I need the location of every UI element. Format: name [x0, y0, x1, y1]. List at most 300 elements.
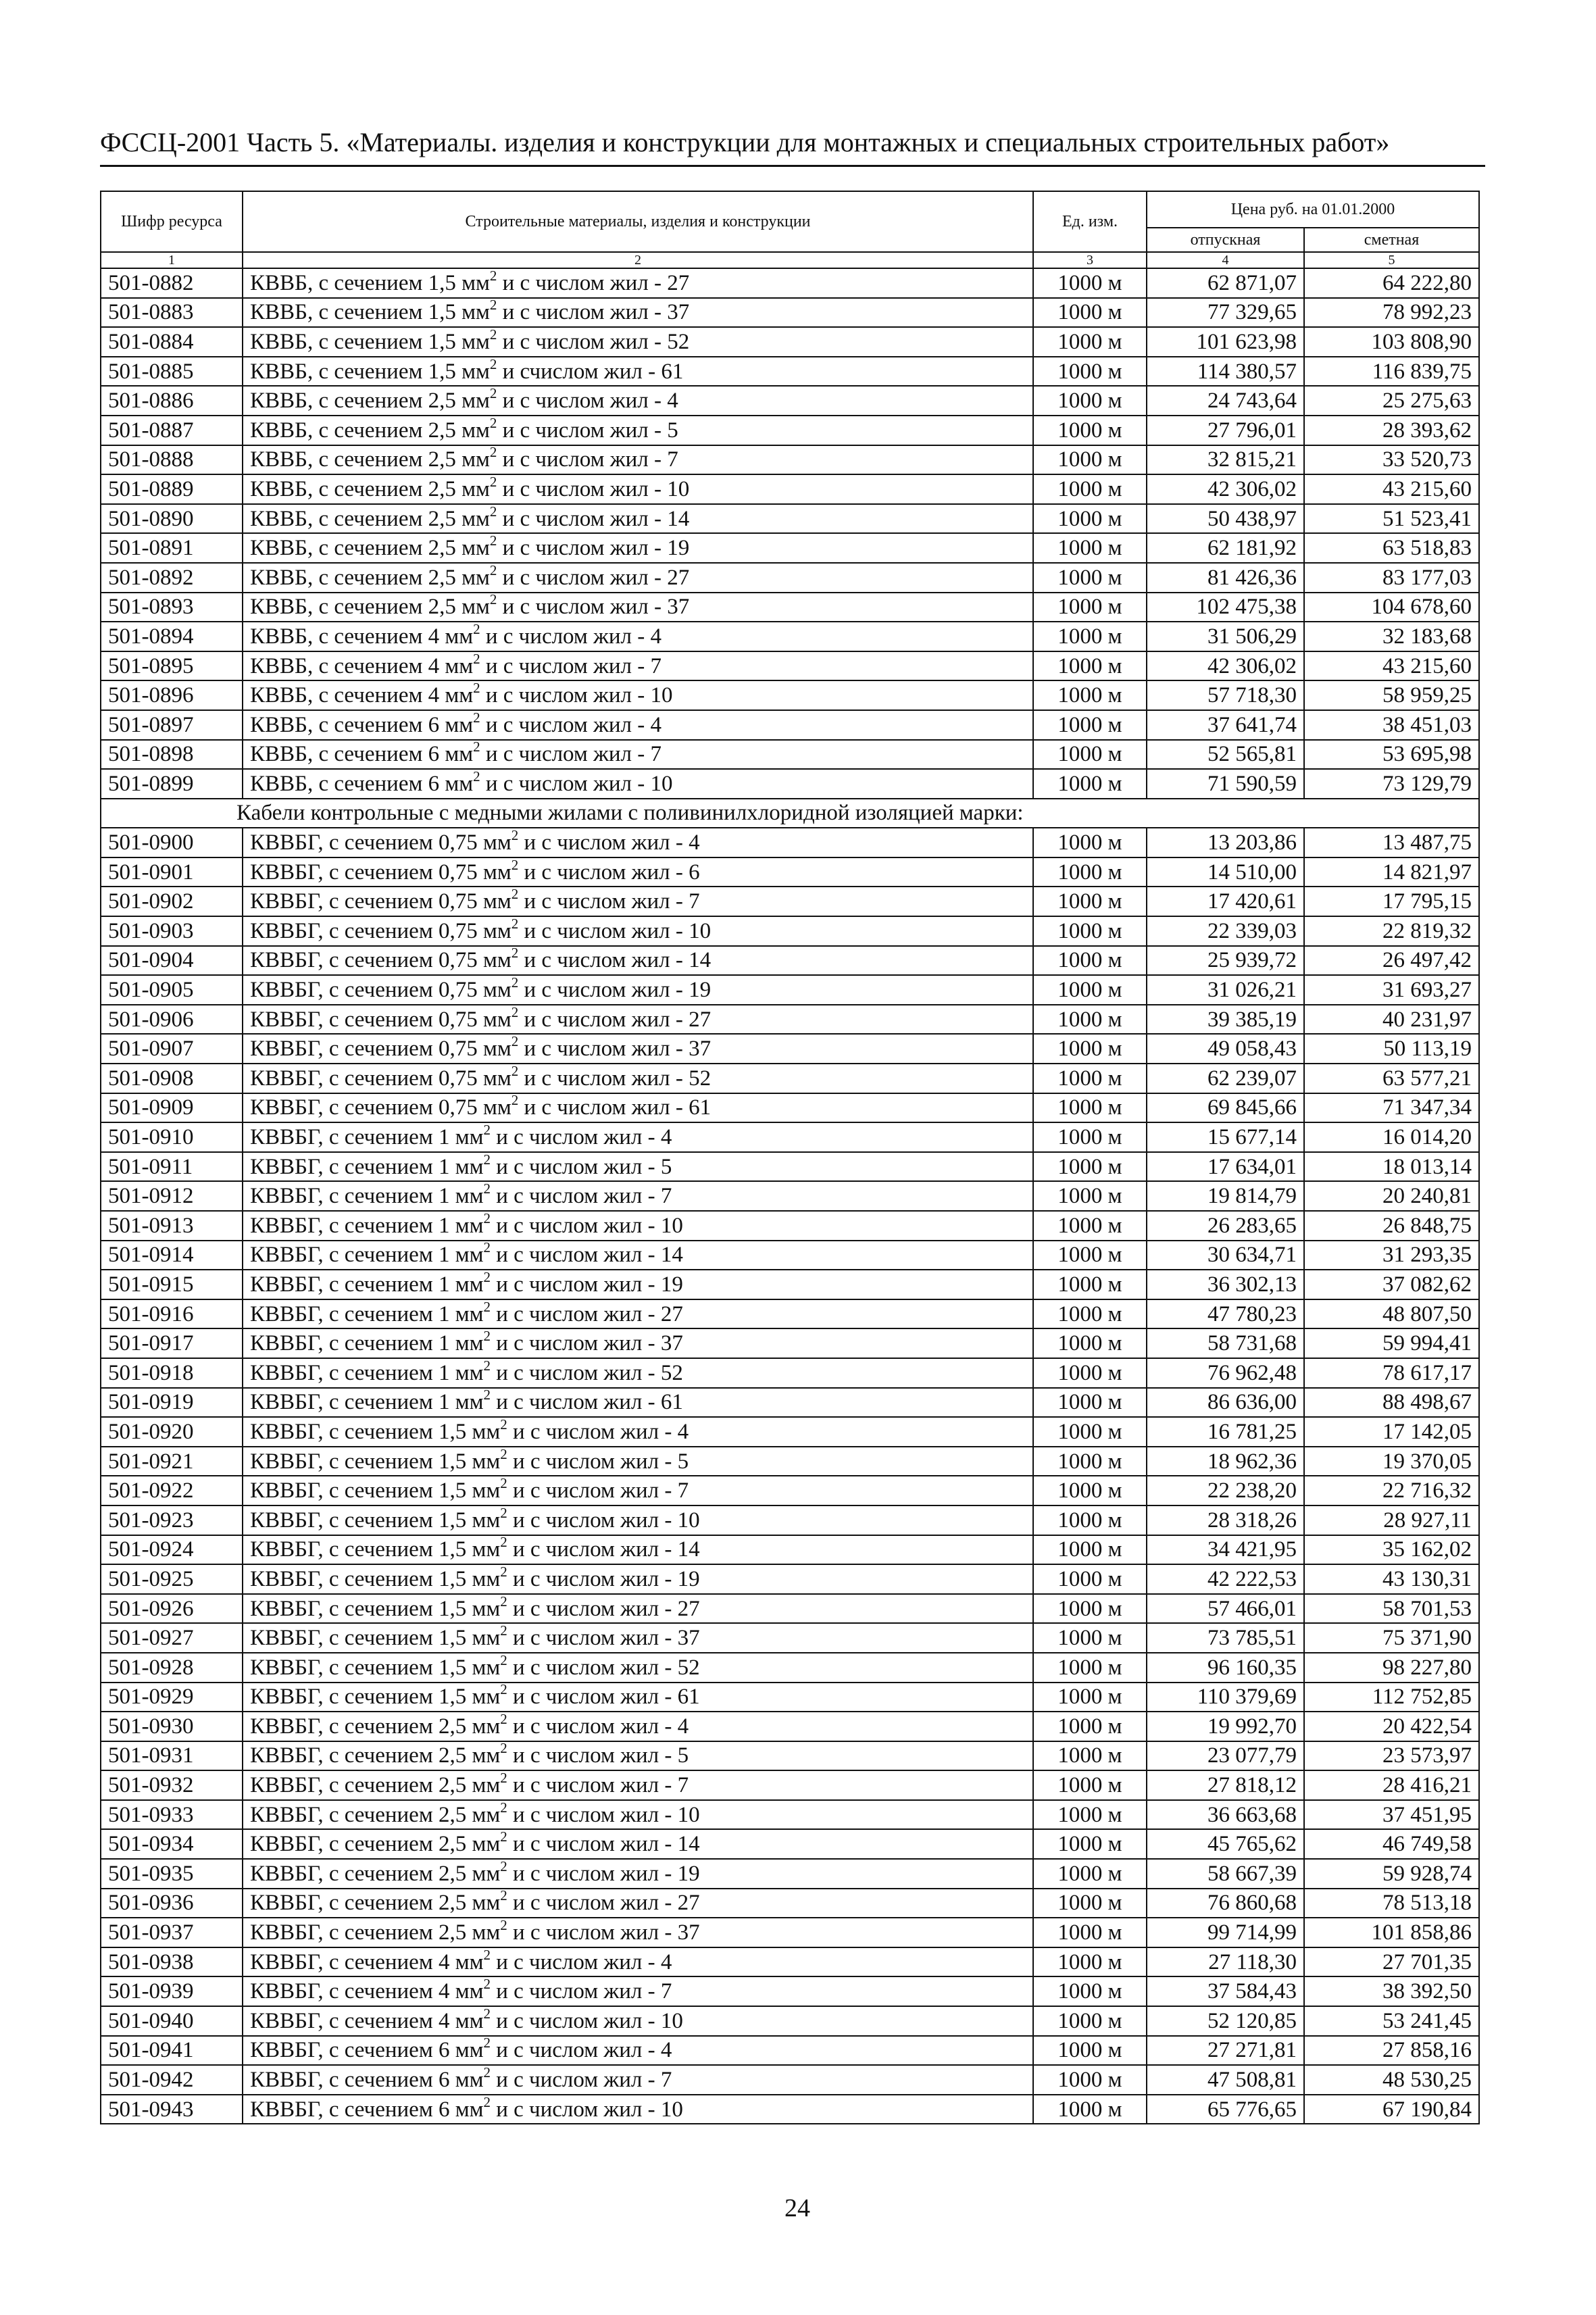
table-row [101, 2036, 1479, 2066]
material-name-suffix: и счислом жил - 61 [497, 359, 684, 384]
unit-superscript: 2 [511, 1034, 519, 1050]
table-body-kvvb [101, 268, 1479, 799]
estimate-price-cell: 53 241,45 [1304, 2006, 1479, 2036]
release-price-cell: 31 506,29 [1147, 622, 1304, 651]
material-name-suffix: и с числом жил - 4 [490, 1949, 672, 1974]
unit-cell: 1000 м [1033, 1064, 1147, 1093]
release-price-cell: 42 306,02 [1147, 651, 1304, 681]
unit-superscript: 2 [511, 1004, 519, 1020]
release-price-cell: 69 845,66 [1147, 1093, 1304, 1123]
table-row [101, 298, 1479, 328]
unit-superscript: 2 [500, 1682, 507, 1698]
release-price-cell: 25 939,72 [1147, 946, 1304, 976]
release-price-cell: 73 785,51 [1147, 1623, 1304, 1653]
unit-cell: 1000 м [1033, 1270, 1147, 1299]
material-name [243, 1564, 1033, 1594]
material-name-suffix: и с числом жил - 27 [497, 565, 690, 590]
release-price-cell: 36 663,68 [1147, 1800, 1304, 1830]
unit-cell: 1000 м [1033, 386, 1147, 416]
unit-superscript: 2 [500, 1446, 507, 1462]
resource-code: 501-0914 [101, 1241, 243, 1270]
material-name-prefix: КВВБГ, с сечением 0,75 мм [250, 978, 512, 1003]
unit-cell: 1000 м [1033, 327, 1147, 357]
estimate-price-cell: 26 497,42 [1304, 946, 1479, 976]
material-name-prefix: КВВБГ, с сечением 0,75 мм [250, 918, 512, 943]
unit-cell: 1000 м [1033, 416, 1147, 445]
material-name [243, 1211, 1033, 1241]
material-name-prefix: КВВБ, с сечением 2,5 мм [250, 536, 490, 561]
resource-code: 501-0923 [101, 1505, 243, 1535]
release-price-cell: 47 780,23 [1147, 1299, 1304, 1329]
resource-code: 501-0893 [101, 593, 243, 622]
material-name [243, 828, 1033, 857]
unit-superscript: 2 [473, 622, 480, 637]
material-name-prefix: КВВБГ, с сечением 1,5 мм [250, 1566, 501, 1591]
material-name [243, 1829, 1033, 1859]
material-name-suffix: и с числом жил - 10 [490, 2008, 683, 2033]
resource-code: 501-0887 [101, 416, 243, 445]
material-name-suffix: и с числом жил - 14 [497, 506, 690, 531]
material-name [243, 1535, 1033, 1565]
material-name-prefix: КВВБГ, с сечением 2,5 мм [250, 1832, 501, 1857]
resource-code: 501-0895 [101, 651, 243, 681]
release-price-cell: 76 962,48 [1147, 1358, 1304, 1388]
estimate-price-cell: 103 808,90 [1304, 327, 1479, 357]
estimate-price-cell: 88 498,67 [1304, 1388, 1479, 1418]
unit-cell: 1000 м [1033, 1594, 1147, 1624]
material-name-suffix: и с числом жил - 14 [518, 948, 712, 973]
unit-superscript: 2 [489, 562, 497, 578]
release-price-cell: 23 077,79 [1147, 1741, 1304, 1771]
unit-superscript: 2 [483, 1181, 491, 1197]
table-row [101, 769, 1479, 799]
release-price-cell: 13 203,86 [1147, 828, 1304, 857]
unit-cell: 1000 м [1033, 533, 1147, 563]
unit-superscript: 2 [483, 1151, 491, 1168]
resource-code: 501-0883 [101, 298, 243, 328]
release-price-cell: 81 426,36 [1147, 563, 1304, 593]
table-row [101, 1270, 1479, 1299]
material-name [243, 1005, 1033, 1035]
resource-code: 501-0932 [101, 1770, 243, 1800]
table-row [101, 1505, 1479, 1535]
estimate-price-cell: 51 523,41 [1304, 504, 1479, 534]
estimate-price-cell: 31 693,27 [1304, 975, 1479, 1005]
material-name-suffix: и с числом жил - 7 [480, 742, 662, 767]
material-name-suffix: и с числом жил - 7 [480, 653, 662, 678]
resource-code: 501-0916 [101, 1299, 243, 1329]
resource-code: 501-0905 [101, 975, 243, 1005]
unit-superscript: 2 [483, 1299, 491, 1315]
material-name-prefix: КВВБГ, с сечением 4 мм [250, 2008, 484, 2033]
resource-code: 501-0926 [101, 1594, 243, 1624]
material-name-prefix: КВВБГ, с сечением 1 мм [250, 1184, 484, 1209]
unit-superscript: 2 [500, 1417, 507, 1433]
resource-code: 501-0882 [101, 268, 243, 298]
estimate-price-cell: 27 858,16 [1304, 2036, 1479, 2066]
material-name-prefix: КВВБГ, с сечением 1,5 мм [250, 1655, 501, 1680]
resource-code: 501-0927 [101, 1623, 243, 1653]
release-price-cell: 17 634,01 [1147, 1152, 1304, 1182]
material-name [243, 504, 1033, 534]
unit-cell: 1000 м [1033, 1770, 1147, 1800]
unit-cell: 1000 м [1033, 504, 1147, 534]
unit-superscript: 2 [500, 1564, 507, 1580]
table-row [101, 593, 1479, 622]
price-table [100, 191, 1480, 2124]
release-price-cell: 45 765,62 [1147, 1829, 1304, 1859]
unit-cell: 1000 м [1033, 563, 1147, 593]
material-name-suffix: и с числом жил - 37 [507, 1626, 700, 1651]
estimate-price-cell: 78 513,18 [1304, 1889, 1479, 1918]
estimate-price-cell: 58 701,53 [1304, 1594, 1479, 1624]
material-name-suffix: и с числом жил - 10 [480, 771, 673, 796]
resource-code: 501-0900 [101, 828, 243, 857]
material-name [243, 1741, 1033, 1771]
unit-cell: 1000 м [1033, 887, 1147, 916]
unit-superscript: 2 [473, 651, 480, 667]
table-row [101, 1476, 1479, 1505]
material-name-suffix: и с числом жил - 10 [497, 476, 690, 501]
material-name-suffix: и с числом жил - 4 [480, 624, 662, 649]
material-name-suffix: и с числом жил - 6 [518, 860, 700, 885]
material-name-suffix: и с числом жил - 4 [490, 2038, 672, 2063]
material-name-suffix: и с числом жил - 10 [480, 683, 673, 708]
material-name [243, 622, 1033, 651]
unit-cell: 1000 м [1033, 1829, 1147, 1859]
material-name-suffix: и с числом жил - 4 [480, 712, 662, 737]
material-name-suffix: и с числом жил - 4 [518, 830, 700, 855]
estimate-price-cell: 64 222,80 [1304, 268, 1479, 298]
material-name [243, 1683, 1033, 1712]
release-price-cell: 31 026,21 [1147, 975, 1304, 1005]
material-name-prefix: КВВБГ, с сечением 1 мм [250, 1390, 484, 1415]
material-name-suffix: и с числом жил - 14 [507, 1537, 700, 1562]
table-row [101, 1299, 1479, 1329]
unit-cell: 1000 м [1033, 298, 1147, 328]
unit-superscript: 2 [500, 1623, 507, 1639]
estimate-price-cell: 104 678,60 [1304, 593, 1479, 622]
release-price-cell: 32 815,21 [1147, 445, 1304, 475]
unit-cell: 1000 м [1033, 622, 1147, 651]
material-name [243, 386, 1033, 416]
material-name-suffix: и с числом жил - 37 [518, 1037, 712, 1062]
estimate-price-cell: 17 142,05 [1304, 1417, 1479, 1447]
table-section [101, 799, 1479, 828]
unit-cell: 1000 м [1033, 740, 1147, 770]
unit-superscript: 2 [483, 1387, 491, 1403]
material-name-prefix: КВВБГ, с сечением 0,75 мм [250, 830, 512, 855]
material-name-prefix: КВВБ, с сечением 4 мм [250, 683, 474, 708]
unit-cell: 1000 м [1033, 1800, 1147, 1830]
table-row [101, 828, 1479, 857]
unit-superscript: 2 [489, 327, 497, 343]
release-price-cell: 57 718,30 [1147, 680, 1304, 710]
material-name-prefix: КВВБГ, с сечением 1 мм [250, 1243, 484, 1268]
resource-code: 501-0903 [101, 916, 243, 946]
table-row [101, 680, 1479, 710]
estimate-price-cell: 53 695,98 [1304, 740, 1479, 770]
estimate-price-cell: 25 275,63 [1304, 386, 1479, 416]
estimate-price-cell: 67 190,84 [1304, 2095, 1479, 2124]
table-row [101, 651, 1479, 681]
resource-code: 501-0929 [101, 1683, 243, 1712]
material-name-suffix: и с числом жил - 7 [518, 889, 700, 914]
release-price-cell: 39 385,19 [1147, 1005, 1304, 1035]
release-price-cell: 52 565,81 [1147, 740, 1304, 770]
table-row [101, 1417, 1479, 1447]
unit-superscript: 2 [500, 1652, 507, 1668]
material-name-prefix: КВВБГ, с сечением 2,5 мм [250, 1802, 501, 1827]
material-name [243, 298, 1033, 328]
estimate-price-cell: 37 082,62 [1304, 1270, 1479, 1299]
unit-cell: 1000 м [1033, 769, 1147, 799]
material-name-prefix: КВВБГ, с сечением 2,5 мм [250, 1743, 501, 1768]
table-row [101, 268, 1479, 298]
resource-code: 501-0892 [101, 563, 243, 593]
material-name [243, 1770, 1033, 1800]
material-name-suffix: и с числом жил - 5 [507, 1743, 689, 1768]
unit-superscript: 2 [489, 533, 497, 549]
unit-superscript: 2 [500, 1799, 507, 1816]
table-row [101, 416, 1479, 445]
material-name [243, 680, 1033, 710]
material-name-suffix: и с числом жил - 4 [497, 389, 678, 414]
material-name [243, 1505, 1033, 1535]
table-row [101, 2006, 1479, 2036]
release-price-cell: 37 584,43 [1147, 1976, 1304, 2006]
resource-code: 501-0898 [101, 740, 243, 770]
resource-code: 501-0904 [101, 946, 243, 976]
unit-cell: 1000 м [1033, 2065, 1147, 2095]
release-price-cell: 26 283,65 [1147, 1211, 1304, 1241]
material-name [243, 1328, 1033, 1358]
material-name [243, 1447, 1033, 1476]
material-name-suffix: и с числом жил - 61 [518, 1095, 712, 1120]
material-name [243, 2065, 1033, 2095]
unit-superscript: 2 [500, 1859, 507, 1874]
material-name-prefix: КВВБГ, с сечением 1,5 мм [250, 1626, 501, 1651]
unit-superscript: 2 [500, 1918, 507, 1934]
table-row [101, 740, 1479, 770]
unit-superscript: 2 [483, 1240, 491, 1256]
column-number: 3 [1033, 252, 1147, 268]
release-price-cell: 19 992,70 [1147, 1712, 1304, 1741]
unit-superscript: 2 [511, 828, 519, 844]
resource-code: 501-0942 [101, 2065, 243, 2095]
material-name [243, 445, 1033, 475]
resource-code: 501-0940 [101, 2006, 243, 2036]
resource-code: 501-0915 [101, 1270, 243, 1299]
unit-superscript: 2 [489, 268, 497, 284]
table-row [101, 1859, 1479, 1889]
estimate-price-cell: 28 393,62 [1304, 416, 1479, 445]
material-name-prefix: КВВБГ, с сечением 2,5 мм [250, 1920, 501, 1945]
estimate-price-cell: 112 752,85 [1304, 1683, 1479, 1712]
unit-superscript: 2 [483, 2006, 491, 2022]
material-name-prefix: КВВБГ, с сечением 1,5 мм [250, 1685, 501, 1710]
material-name-suffix: и с числом жил - 19 [490, 1272, 683, 1297]
material-name [243, 2036, 1033, 2066]
unit-superscript: 2 [511, 1064, 519, 1079]
unit-superscript: 2 [483, 1211, 491, 1226]
resource-code: 501-0899 [101, 769, 243, 799]
material-name-prefix: КВВБГ, с сечением 1,5 мм [250, 1508, 501, 1533]
table-row [101, 1829, 1479, 1859]
table-row [101, 975, 1479, 1005]
column-header-unit: Ед. изм. [1033, 191, 1147, 252]
unit-cell: 1000 м [1033, 1653, 1147, 1683]
resource-code: 501-0913 [101, 1211, 243, 1241]
resource-code: 501-0943 [101, 2095, 243, 2124]
release-price-cell: 16 781,25 [1147, 1417, 1304, 1447]
material-name-prefix: КВВБГ, с сечением 4 мм [250, 1979, 484, 2004]
release-price-cell: 102 475,38 [1147, 593, 1304, 622]
resource-code: 501-0937 [101, 1918, 243, 1947]
resource-code: 501-0896 [101, 680, 243, 710]
column-header-estimate-price: сметная [1304, 228, 1479, 252]
material-name-prefix: КВВБГ, с сечением 1 мм [250, 1301, 484, 1326]
release-price-cell: 22 339,03 [1147, 916, 1304, 946]
unit-superscript: 2 [511, 1093, 519, 1109]
unit-cell: 1000 м [1033, 975, 1147, 1005]
resource-code: 501-0925 [101, 1564, 243, 1594]
material-name [243, 1976, 1033, 2006]
estimate-price-cell: 20 240,81 [1304, 1181, 1479, 1211]
release-price-cell: 36 302,13 [1147, 1270, 1304, 1299]
unit-cell: 1000 м [1033, 1889, 1147, 1918]
table-row [101, 2065, 1479, 2095]
release-price-cell: 58 667,39 [1147, 1859, 1304, 1889]
estimate-price-cell: 22 716,32 [1304, 1476, 1479, 1505]
resource-code: 501-0890 [101, 504, 243, 534]
unit-superscript: 2 [473, 710, 480, 726]
estimate-price-cell: 50 113,19 [1304, 1034, 1479, 1064]
release-price-cell: 62 871,07 [1147, 268, 1304, 298]
resource-code: 501-0891 [101, 533, 243, 563]
table-row [101, 946, 1479, 976]
material-name [243, 533, 1033, 563]
table-row [101, 916, 1479, 946]
release-price-cell: 96 160,35 [1147, 1653, 1304, 1683]
unit-superscript: 2 [489, 356, 497, 372]
material-name-prefix: КВВБ, с сечением 2,5 мм [250, 595, 490, 620]
material-name-suffix: и с числом жил - 19 [507, 1566, 700, 1591]
material-name-prefix: КВВБГ, с сечением 1 мм [250, 1125, 484, 1150]
material-name [243, 1388, 1033, 1418]
unit-superscript: 2 [473, 739, 480, 755]
material-name-suffix: и с числом жил - 7 [490, 1979, 672, 2004]
table-row [101, 1447, 1479, 1476]
unit-cell: 1000 м [1033, 1505, 1147, 1535]
material-name-prefix: КВВБГ, с сечением 6 мм [250, 2097, 484, 2122]
material-name-prefix: КВВБГ, с сечением 0,75 мм [250, 948, 512, 973]
unit-cell: 1000 м [1033, 1388, 1147, 1418]
estimate-price-cell: 22 819,32 [1304, 916, 1479, 946]
estimate-price-cell: 116 839,75 [1304, 357, 1479, 387]
material-name-prefix: КВВБГ, с сечением 1,5 мм [250, 1419, 501, 1444]
material-name [243, 1889, 1033, 1918]
estimate-price-cell: 31 293,35 [1304, 1241, 1479, 1270]
unit-superscript: 2 [483, 2065, 491, 2081]
material-name-prefix: КВВБГ, с сечением 1 мм [250, 1272, 484, 1297]
unit-cell: 1000 м [1033, 1152, 1147, 1182]
material-name-suffix: и с числом жил - 52 [497, 329, 690, 354]
release-price-cell: 34 421,95 [1147, 1535, 1304, 1565]
estimate-price-cell: 26 848,75 [1304, 1211, 1479, 1241]
material-name-suffix: и с числом жил - 4 [507, 1714, 689, 1739]
unit-cell: 1000 м [1033, 1741, 1147, 1771]
material-name [243, 2095, 1033, 2124]
unit-cell: 1000 м [1033, 651, 1147, 681]
resource-code: 501-0919 [101, 1388, 243, 1418]
estimate-price-cell: 46 749,58 [1304, 1829, 1479, 1859]
material-name-prefix: КВВБ, с сечением 1,5 мм [250, 300, 490, 325]
estimate-price-cell: 38 392,50 [1304, 1976, 1479, 2006]
unit-cell: 1000 м [1033, 1859, 1147, 1889]
estimate-price-cell: 59 994,41 [1304, 1328, 1479, 1358]
release-price-cell: 30 634,71 [1147, 1241, 1304, 1270]
material-name-prefix: КВВБГ, с сечением 1 мм [250, 1331, 484, 1356]
estimate-price-cell: 101 858,86 [1304, 1918, 1479, 1947]
estimate-price-cell: 13 487,75 [1304, 828, 1479, 857]
estimate-price-cell: 16 014,20 [1304, 1122, 1479, 1152]
material-name-prefix: КВВБГ, с сечением 0,75 мм [250, 889, 512, 914]
material-name [243, 1947, 1033, 1977]
table-row [101, 1770, 1479, 1800]
material-name [243, 1270, 1033, 1299]
table-row [101, 1388, 1479, 1418]
resource-code: 501-0935 [101, 1859, 243, 1889]
material-name-suffix: и с числом жил - 19 [507, 1861, 700, 1886]
unit-cell: 1000 м [1033, 1564, 1147, 1594]
material-name-suffix: и с числом жил - 5 [490, 1154, 672, 1179]
resource-code: 501-0920 [101, 1417, 243, 1447]
unit-superscript: 2 [500, 1741, 507, 1757]
estimate-price-cell: 43 130,31 [1304, 1564, 1479, 1594]
material-name-prefix: КВВБ, с сечением 2,5 мм [250, 565, 490, 590]
table-row [101, 533, 1479, 563]
material-name [243, 1712, 1033, 1741]
release-price-cell: 65 776,65 [1147, 2095, 1304, 2124]
unit-superscript: 2 [489, 474, 497, 490]
release-price-cell: 28 318,26 [1147, 1505, 1304, 1535]
table-row [101, 1594, 1479, 1624]
resource-code: 501-0941 [101, 2036, 243, 2066]
table-row [101, 1800, 1479, 1830]
table-row [101, 357, 1479, 387]
unit-cell: 1000 м [1033, 1417, 1147, 1447]
header-divider [100, 165, 1485, 167]
unit-superscript: 2 [483, 2094, 491, 2110]
table-row [101, 857, 1479, 887]
table-row [101, 1122, 1479, 1152]
material-name [243, 1034, 1033, 1064]
unit-cell: 1000 м [1033, 1476, 1147, 1505]
unit-cell: 1000 м [1033, 1947, 1147, 1977]
unit-cell: 1000 м [1033, 1005, 1147, 1035]
column-number: 1 [101, 252, 243, 268]
unit-cell: 1000 м [1033, 1034, 1147, 1064]
material-name-suffix: и с числом жил - 4 [490, 1125, 672, 1150]
material-name [243, 946, 1033, 976]
material-name [243, 563, 1033, 593]
material-name-suffix: и с числом жил - 52 [490, 1360, 683, 1385]
unit-superscript: 2 [500, 1535, 507, 1551]
material-name [243, 1093, 1033, 1123]
release-price-cell: 99 714,99 [1147, 1918, 1304, 1947]
release-price-cell: 86 636,00 [1147, 1388, 1304, 1418]
